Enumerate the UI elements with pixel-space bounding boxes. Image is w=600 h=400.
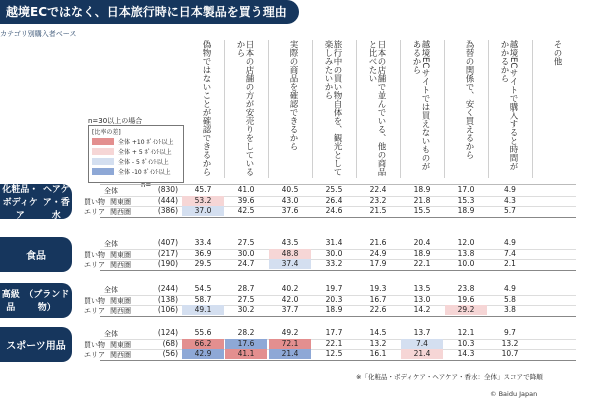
table-cell: 15.3 [457,195,475,205]
page-title: 越境ECではなく、日本旅行時に日本製品を買う理由 [0,0,299,24]
table-cell: 13.5 [413,284,431,293]
legend-swatch [92,158,114,165]
table-cell: 24.9 [369,248,387,258]
table-cell: 49.2 [281,328,299,337]
row-sample-size: (68) [162,338,178,348]
table-cell: 5.7 [504,206,516,215]
row-rule [100,360,576,361]
table-cell: 40.5 [281,185,299,194]
table-cell: 53.2 [182,196,224,206]
row-label-area: 関西圏 [110,351,131,359]
table-cell: 12.1 [457,328,475,337]
table-cell: 18.9 [413,248,431,258]
category-label-line: ヘアケア・香水 [42,184,70,221]
table-cell: 33.2 [325,259,343,268]
table-cell: 48.8 [269,249,311,259]
table-cell: 18.9 [413,185,431,194]
category-label [0,184,72,219]
row-label-group: 買い物 [84,250,105,259]
row-rule [100,217,576,218]
table-cell: 10.7 [501,349,519,358]
row-label-area: 関東圏 [110,197,131,206]
row-label-area: 関西圏 [110,307,131,315]
table-cell: 39.6 [237,195,255,205]
table-cell: 4.9 [504,284,516,293]
table-cell: 17.9 [369,259,387,268]
row-label-total: 全体 [104,187,118,195]
table-cell: 58.7 [194,294,212,304]
row-label-group: 買い物 [84,296,105,305]
row-label-area: 関東圏 [110,340,131,349]
legend-label: 全体 +10 ﾎﾟｲﾝﾄ以上 [118,139,174,146]
table-cell: 22.1 [413,259,431,268]
row-label-total: 全体 [104,286,118,294]
table-cell: 12.0 [457,238,475,247]
table-cell: 17.0 [457,185,475,194]
table-cell: 4.3 [504,195,516,205]
column-header: 日本の店舗の方が安売りをしているから [235,40,254,176]
n-threshold-note: n=30以上の場合 [88,117,143,125]
table-cell: 21.4 [269,349,311,359]
table-cell: 17.7 [325,328,343,337]
column-header: 越境ECサイトで購入すると時間がかかるから [499,40,518,171]
legend-title: [比率の差] [92,129,121,136]
legend-label: 全体 -10 ﾎﾟｲﾝﾄ以上 [118,169,171,176]
table-cell: 7.4 [504,248,516,258]
row-sample-size: (138) [157,294,178,304]
table-cell: 12.5 [325,349,343,358]
table-cell: 27.5 [237,294,255,304]
table-cell: 9.7 [504,328,516,337]
legend-swatch [92,168,114,175]
row-sample-size: (244) [157,284,178,293]
table-cell: 41.1 [225,349,267,359]
row-label-group: エリア [84,351,105,359]
table-cell: 29.2 [445,305,487,315]
row-label-area: 関西圏 [110,261,131,269]
table-cell: 30.0 [237,248,255,258]
row-rule [100,270,576,271]
table-cell: 14.5 [369,328,387,337]
table-cell: 23.2 [369,195,387,205]
row-sample-size: (407) [157,238,178,247]
category-label-line: 高級品 [1,290,20,314]
table-cell: 4.9 [504,185,516,194]
row-label-area: 関西圏 [110,208,131,216]
row-sample-size: (386) [157,206,178,215]
row-label-group: エリア [84,307,105,315]
table-cell: 10.0 [457,259,475,268]
table-cell: 31.4 [325,238,343,247]
table-cell: 49.1 [182,305,224,315]
table-cell: 26.4 [325,195,343,205]
column-divider [224,40,225,178]
legend [88,125,184,183]
table-cell: 27.5 [237,238,255,247]
table-cell: 55.6 [194,328,212,337]
category-label-line: スポーツ用品 [6,340,66,352]
table-cell: 40.2 [281,284,299,293]
n-column-label: n= [141,181,152,189]
table-cell: 13.2 [369,338,387,348]
category-label [0,283,72,318]
table-cell: 66.2 [182,339,224,349]
column-header: 実際の商品を確認できるから [288,40,298,151]
table-cell: 42.9 [182,349,224,359]
table-cell: 21.8 [413,195,431,205]
legend-label: 全体 - 5 ﾎﾟｲﾝﾄ以上 [118,159,169,166]
row-label-area: 関東圏 [110,296,131,305]
legend-item [92,137,173,146]
row-label-group: 買い物 [84,340,105,349]
table-cell: 30.0 [325,248,343,258]
table-cell: 19.3 [369,284,387,293]
table-cell: 21.6 [369,238,387,247]
table-cell: 28.2 [237,328,255,337]
table-cell: 5.8 [504,294,516,304]
column-header: 為替の関係で、安く買えるから [464,40,474,159]
legend-label: 全体 + 5 ﾎﾟｲﾝﾄ以上 [118,149,172,156]
row-label-group: エリア [84,208,105,216]
table-cell: 22.6 [369,305,387,314]
table-cell: 10.3 [457,338,475,348]
legend-item [92,157,169,166]
table-cell: 4.9 [504,238,516,247]
column-header: 越境ECサイトでは買えないものがあるから [411,40,430,171]
category-label-line: （ブランド物） [24,290,70,314]
table-cell: 20.3 [325,294,343,304]
table-cell: 41.0 [237,185,255,194]
category-label [0,327,72,362]
category-label [0,237,72,272]
column-divider [444,40,445,178]
row-sample-size: (444) [157,195,178,205]
table-cell: 36.9 [194,248,212,258]
row-label-area: 関東圏 [110,250,131,259]
table-cell: 22.1 [325,338,343,348]
row-rule [100,316,576,317]
table-cell: 21.4 [401,349,443,359]
table-cell: 13.7 [413,328,431,337]
row-sample-size: (190) [157,259,178,268]
column-header: 日本の店舗で並んでいる、他の商品と比べたい [367,40,386,176]
row-sample-size: (124) [157,328,178,337]
row-sample-size: (830) [157,185,178,194]
table-cell: 37.7 [281,305,299,314]
table-cell: 24.7 [237,259,255,268]
row-label-total: 全体 [104,330,118,338]
row-sample-size: (217) [157,248,178,258]
table-cell: 13.8 [457,248,475,258]
legend-item [92,147,172,156]
table-cell: 15.5 [413,206,431,215]
table-cell: 14.2 [413,305,431,314]
copyright: © Baidu Japan [490,390,538,398]
table-cell: 45.7 [194,185,212,194]
category-label-line: 食品 [26,250,46,262]
table-cell: 14.3 [457,349,475,358]
table-cell: 28.7 [237,284,255,293]
table-cell: 16.1 [369,349,387,358]
table-cell: 43.5 [281,238,299,247]
table-cell: 24.6 [325,206,343,215]
category-label-line: 化粧品・ボディケア [2,184,39,221]
table-cell: 23.8 [457,284,475,293]
table-cell: 17.6 [225,339,267,349]
column-header: 偽物ではないことが確認できるから [201,40,211,176]
column-divider [400,40,401,178]
table-cell: 18.9 [325,305,343,314]
table-cell: 3.8 [504,305,516,314]
table-cell: 22.4 [369,185,387,194]
legend-item [92,167,171,176]
table-cell: 43.0 [281,195,299,205]
table-cell: 72.1 [269,339,311,349]
legend-swatch [92,138,114,145]
table-cell: 42.5 [237,206,255,215]
row-label-total: 全体 [104,240,118,248]
column-divider [356,40,357,178]
base-note: カテゴリ別購入者ベース [0,30,77,38]
table-cell: 37.0 [182,206,224,216]
column-divider [488,40,489,178]
table-cell: 7.4 [401,339,443,349]
table-cell: 19.7 [325,284,343,293]
table-cell: 20.4 [413,238,431,247]
table-cell: 37.6 [281,206,299,215]
table-cell: 30.2 [237,305,255,314]
table-cell: 19.6 [457,294,475,304]
row-sample-size: (56) [162,349,178,358]
row-label-group: 買い物 [84,197,105,206]
table-cell: 54.5 [194,284,212,293]
legend-swatch [92,148,114,155]
table-cell: 37.4 [269,259,311,269]
table-cell: 33.4 [194,238,212,247]
column-divider [312,40,313,178]
table-cell: 2.1 [504,259,516,268]
table-cell: 18.9 [457,206,475,215]
table-cell: 16.7 [369,294,387,304]
column-header: その他 [552,40,562,66]
table-cell: 42.0 [281,294,299,304]
table-cell: 29.5 [194,259,212,268]
column-divider [268,40,269,178]
row-sample-size: (106) [157,305,178,314]
column-header: 旅行中の買い物自体を、観光として楽しみたいから [323,40,342,176]
table-cell: 25.5 [325,185,343,194]
column-divider [532,40,533,178]
table-cell: 13.0 [413,294,431,304]
table-cell: 21.5 [369,206,387,215]
footnote: ※「化粧品・ボディケア・ヘアケア・香水：全体」スコアで降順 [356,373,543,381]
table-cell: 13.2 [501,338,519,348]
row-label-group: エリア [84,261,105,269]
